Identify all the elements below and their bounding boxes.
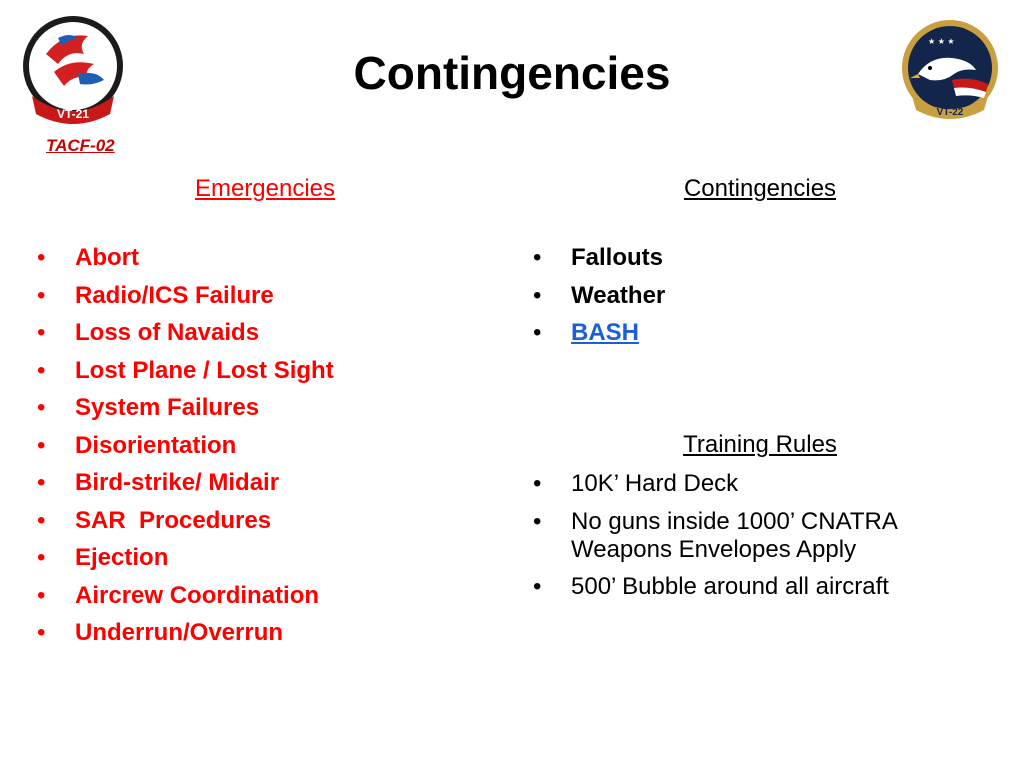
bash-link[interactable]: BASH xyxy=(571,319,640,346)
svg-text:VT-22: VT-22 xyxy=(936,107,964,118)
list-item: • SAR Procedures xyxy=(37,506,272,534)
bullet: • xyxy=(533,319,542,346)
bullet: • xyxy=(37,319,46,346)
list-item: • System Failures xyxy=(37,394,260,421)
list-item: • Weather xyxy=(533,281,666,309)
list-item: • Disorientation xyxy=(37,431,237,459)
list-item: • Ejection xyxy=(37,544,169,571)
vt-22-squadron-patch-icon xyxy=(900,18,1000,124)
list-item: • Lost Plane / Lost Sight xyxy=(37,356,334,384)
bullet: • xyxy=(533,244,542,271)
bullet: • xyxy=(37,469,46,496)
svg-text:VT-21: VT-21 xyxy=(56,107,90,121)
bullet: • xyxy=(37,244,46,271)
list-item: • Abort xyxy=(37,244,139,271)
emergencies-heading: Emergencies xyxy=(194,175,336,202)
bullet: • xyxy=(37,281,46,309)
contingencies-list xyxy=(533,244,993,357)
list-item: • Fallouts xyxy=(533,244,664,271)
list-item xyxy=(533,319,993,347)
bullet: • xyxy=(37,356,46,384)
contingencies-heading: Contingencies xyxy=(683,175,837,202)
list-item: • No guns inside 1000’ CNATRA Weapons Envelopes Apply xyxy=(533,507,897,563)
list-item: • 500’ Bubble around all aircraft xyxy=(533,573,889,600)
list-item: • Loss of Navaids xyxy=(37,319,260,346)
bullet: • xyxy=(533,470,542,497)
svg-text:★ ★ ★: ★ ★ ★ xyxy=(928,37,955,46)
list-item: • Radio/ICS Failure xyxy=(37,281,274,309)
list-item: • 10K’ Hard Deck xyxy=(533,470,739,497)
bullet: • xyxy=(37,394,46,421)
training-rules-heading: Training Rules xyxy=(683,431,837,458)
list-item: • Underrun/Overrun xyxy=(37,619,284,646)
bullet: • xyxy=(37,581,46,609)
list-item: • Bird-strike/ Midair xyxy=(37,469,280,496)
bullet: • xyxy=(37,544,46,571)
bullet: • xyxy=(37,431,46,459)
document-id-label: TACF-02 xyxy=(46,136,115,155)
bullet: • xyxy=(37,506,46,534)
list-item: • Aircrew Coordination xyxy=(37,581,320,609)
emergencies-list xyxy=(37,244,507,657)
slide-title: Contingencies xyxy=(353,47,671,99)
bullet: • xyxy=(533,281,542,309)
bullet: • xyxy=(37,619,46,646)
bullet: • xyxy=(533,573,542,600)
bullet: • xyxy=(533,507,542,535)
training-rules-list xyxy=(533,470,993,611)
